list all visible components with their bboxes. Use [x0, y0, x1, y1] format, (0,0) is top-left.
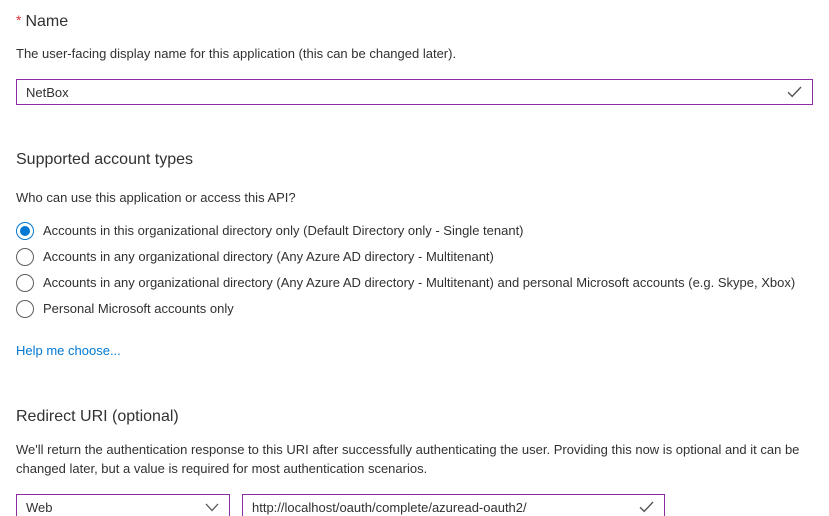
name-title-text: Name: [25, 13, 69, 30]
chevron-down-icon: [205, 503, 219, 512]
account-types-radio-group: [16, 222, 813, 318]
valid-check-icon: [787, 86, 802, 98]
redirect-uri-input[interactable]: [243, 495, 664, 516]
name-input[interactable]: [17, 80, 812, 104]
radio-label: Accounts in any organizational directory (Any Azure AD directory - Multitenant) and personal Microsoft accounts (e.g. Skype, Xbox): [43, 275, 796, 290]
radio-label: Personal Microsoft accounts only: [43, 301, 234, 316]
radio-multitenant[interactable]: [16, 248, 813, 266]
redirect-uri-description: We'll return the authentication response to this URI after successfully authenticating the user. Providing this now is optional and it can be changed later, but a value is required for most authentication scenarios.: [16, 442, 800, 476]
name-input-container: [16, 79, 813, 105]
name-description: The user-facing display name for this application (this can be changed later).: [16, 46, 457, 61]
radio-single-tenant[interactable]: [16, 222, 813, 240]
radio-multitenant-personal[interactable]: [16, 274, 813, 292]
required-asterisk: *: [16, 12, 22, 28]
radio-label: Accounts in any organizational directory (Any Azure AD directory - Multitenant): [43, 249, 494, 264]
redirect-uri-section-title: Redirect URI (optional): [16, 408, 179, 425]
radio-personal-only[interactable]: [16, 300, 813, 318]
name-section-title: [16, 10, 813, 32]
radio-button-icon: [16, 300, 34, 318]
radio-label: Accounts in this organizational directory only (Default Directory only - Single tenant): [43, 223, 524, 238]
platform-selected-value: Web: [26, 499, 53, 515]
radio-button-icon: [16, 222, 34, 240]
radio-button-icon: [16, 274, 34, 292]
valid-check-icon: [639, 501, 654, 513]
redirect-uri-input-container: [242, 494, 665, 516]
radio-button-icon: [16, 248, 34, 266]
platform-select-dropdown[interactable]: [16, 494, 230, 516]
help-me-choose-link[interactable]: Help me choose...: [16, 343, 121, 358]
account-types-section-title: Supported account types: [16, 151, 194, 168]
account-types-question: Who can use this application or access this API?: [16, 190, 296, 205]
